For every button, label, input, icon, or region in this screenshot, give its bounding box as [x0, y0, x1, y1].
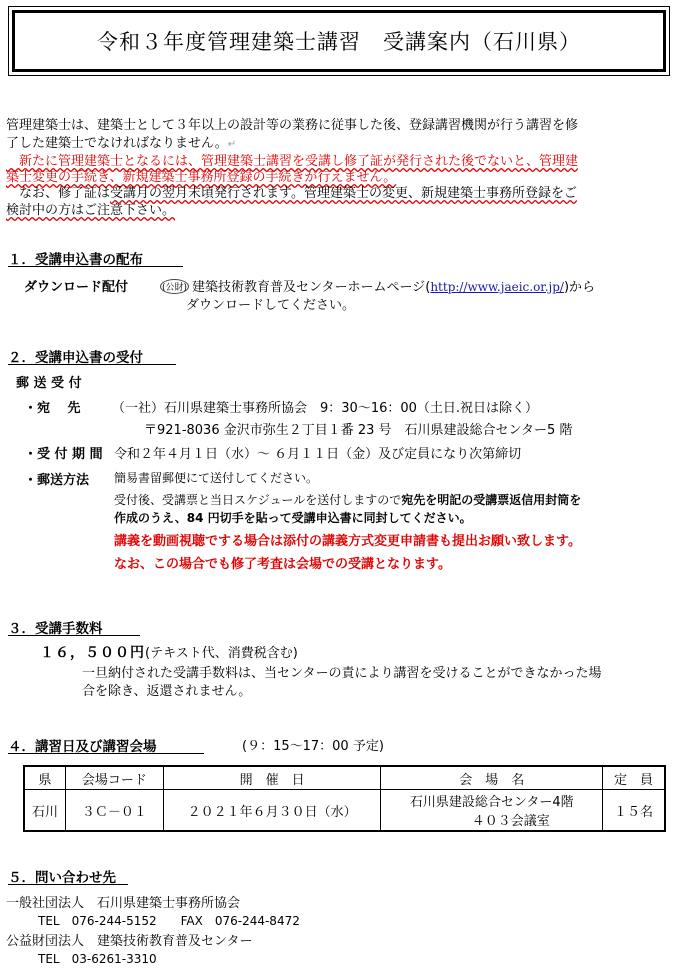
method-note-2: 作成のうえ、84 円切手を貼って受講申込書に同封してください。: [114, 511, 472, 525]
method-label: ・郵送方法: [24, 473, 90, 488]
cell-capacity: １５名: [603, 790, 665, 831]
method-value: 簡易書留郵便にて送付してください。: [114, 471, 319, 485]
col-header-date: 開 催 日: [163, 767, 381, 790]
col-header-capacity: 定 員: [603, 767, 665, 790]
exam-notice: なお、この場合でも修了考査は会場での受講となります。: [114, 557, 451, 572]
venue-name-line-1: 石川県建設総合センター4階: [409, 795, 574, 810]
table-header-row: [25, 767, 665, 790]
contact-org-1: 一般社団法人 石川県建築士事務所協会: [6, 896, 241, 911]
page-title: 令和３年度管理建築士講習 受講案内（石川県）: [12, 10, 666, 72]
foundation-badge: (公財): [160, 279, 189, 294]
fee-refund-line-1: 一旦納付された受講手数料は、当センターの責により講習を受けることができなかった場: [82, 666, 602, 681]
session-time: (９：15～17：00 予定): [242, 739, 384, 754]
section-4-heading: ４．講習日及び講習会場: [8, 739, 157, 755]
col-header-prefecture: 県: [25, 767, 66, 790]
intro-line-1: 管理建築士は、建築士として３年以上の設計等の業務に従事した後、登録講習機関が行う講習を修: [6, 118, 579, 133]
intro-line-4: 検討中の方はご注意下さい。: [6, 203, 176, 218]
period-label: ・受 付 期 間: [24, 447, 103, 462]
venue-table: [24, 766, 665, 831]
section-2-heading: ２．受講申込書の受付: [8, 350, 143, 366]
video-notice: 講義を動画視聴でする場合は添付の講義方式変更申請書も提出お願い致します。: [114, 534, 581, 549]
intro-line-2: 了した建築士でなければなりません。↵: [6, 136, 237, 151]
download-label: ダウンロード配付: [24, 280, 129, 295]
section-1-heading: １．受講申込書の配布: [8, 252, 143, 268]
title-box: [8, 6, 670, 76]
section-5-heading: ５．問い合わせ先: [8, 870, 116, 886]
method-note-1: 受付後、受講票と当日スケジュールを送付しますので宛先を明記の受講票返信用封筒を: [114, 493, 582, 507]
cell-prefecture: 石川: [25, 790, 66, 831]
download-text-2: ダウンロードしてください。: [186, 298, 356, 313]
contact-org-2: 公益財団法人 建築技術教育普及センター: [6, 934, 253, 949]
cell-date: ２０２１年６月３０日（水）: [163, 790, 381, 831]
fee-amount: １６，５００円: [40, 645, 145, 661]
section-1-underline: [8, 266, 183, 267]
section-2-underline: [8, 364, 176, 365]
intro-red-line-1: 新たに管理建築士となるには、管理建築士講習を受講し修了証が発行された後でないと、管理建: [6, 154, 579, 169]
contact-org-1-phone: TEL 076-244-5152 FAX 076-244-8472: [38, 914, 300, 928]
download-text: (公財) 建築技術教育普及センターホームページ(http://www.jaeic.or.jp/)から: [162, 280, 596, 295]
intro-red-line-2: 築士変更の手続き、新規建築士事務所登録の手続きが行えません。: [6, 170, 397, 185]
mail-reception-label: 郵 送 受 付: [16, 376, 82, 391]
fee-line: [40, 642, 298, 662]
intro-line-3: なお、修了証は受講月の翌月末頃発行されます。管理建築士の変更、新規建築士事務所登録をご: [6, 186, 577, 201]
section-3-heading: ３．受講手数料: [8, 621, 103, 637]
col-header-venue-name: 会 場 名: [381, 767, 603, 790]
fee-refund-line-2: 合を除き、返還されません。: [82, 684, 252, 699]
section-5-underline: [8, 884, 128, 885]
table-row: [25, 790, 665, 831]
venue-name-line-2: ４０３会議室: [471, 814, 550, 829]
jaeic-link[interactable]: http://www.jaeic.or.jp/: [430, 280, 564, 294]
return-mark: ↵: [227, 139, 237, 150]
fee-note: (テキスト代、消費税含む): [145, 646, 298, 661]
section-4-underline: [8, 753, 204, 754]
destination-label: ・宛 先: [24, 401, 81, 416]
cell-venue-name: [381, 790, 603, 831]
period-value: 令和２年４月１日（水）～ ６月１１日（金）及び定員になり次第締切: [114, 447, 522, 462]
section-3-underline: [8, 635, 140, 636]
destination-value: （一社）石川県建築士事務所協会 9：30～16：00（土日.祝日は除く）: [112, 401, 539, 416]
col-header-venue-code: 会場コード: [65, 767, 163, 790]
destination-address: 〒921-8036 金沢市弥生２丁目１番 23 号 石川県建設総合センター5 階: [144, 423, 573, 438]
contact-org-2-phone: TEL 03-6261-3310: [38, 952, 157, 966]
cell-venue-code: ３Ｃ－０１: [65, 790, 163, 831]
